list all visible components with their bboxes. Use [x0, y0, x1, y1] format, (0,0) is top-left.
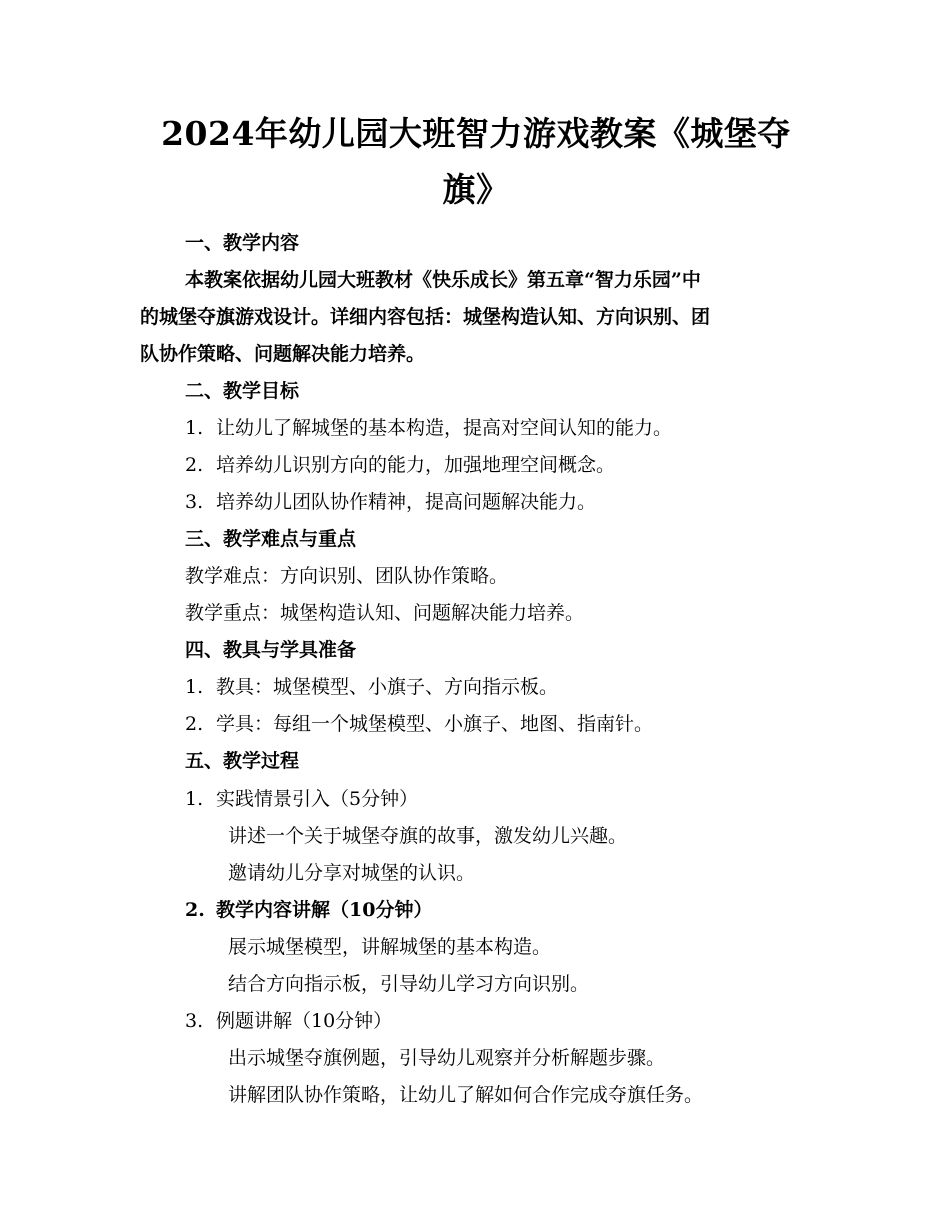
- content-paragraph-line-2: 的城堡夺旗游戏设计。详细内容包括：城堡构造认知、方向识别、团: [140, 306, 711, 328]
- list-number: 1.: [185, 676, 204, 698]
- process-step: [185, 785, 418, 813]
- list-text: 例题讲解（10分钟）: [216, 1010, 393, 1032]
- section-heading-difficulties: 三、教学难点与重点: [185, 528, 357, 550]
- list-number: 1.: [185, 417, 204, 439]
- list-text: 教学内容讲解（10分钟）: [216, 899, 433, 921]
- list-text: 教具：城堡模型、小旗子、方向指示板。: [216, 676, 559, 698]
- process-substep: 讲述一个关于城堡夺旗的故事，激发幼儿兴趣。: [228, 825, 628, 847]
- process-substep: 结合方向指示板，引导幼儿学习方向识别。: [228, 973, 590, 995]
- list-text: 培养幼儿团队协作精神，提高问题解决能力。: [216, 491, 597, 513]
- list-number: 2.: [185, 713, 204, 735]
- list-number: 2.: [185, 899, 205, 921]
- key-point-text: 教学重点：城堡构造认知、问题解决能力培养。: [185, 602, 585, 624]
- section-heading-objectives: 二、教学目标: [185, 380, 300, 402]
- list-text: 学具：每组一个城堡模型、小旗子、地图、指南针。: [216, 713, 654, 735]
- objective-item: [185, 414, 672, 442]
- process-step: [185, 896, 432, 924]
- list-text: 培养幼儿识别方向的能力，加强地理空间概念。: [216, 454, 616, 476]
- section-heading-process: 五、教学过程: [185, 750, 300, 772]
- document-title: [140, 106, 812, 218]
- materials-item: [185, 710, 653, 738]
- objective-item: [185, 488, 596, 516]
- section-heading-content: 一、教学内容: [185, 232, 300, 254]
- list-text: 让幼儿了解城堡的基本构造，提高对空间认知的能力。: [216, 417, 673, 439]
- process-substep: 出示城堡夺旗例题，引导幼儿观察并分析解题步骤。: [228, 1047, 666, 1069]
- content-paragraph-line-3: 队协作策略、问题解决能力培养。: [140, 343, 426, 365]
- process-substep: 展示城堡模型，讲解城堡的基本构造。: [228, 936, 552, 958]
- list-number: 3.: [185, 1010, 204, 1032]
- objective-item: [185, 451, 615, 479]
- content-paragraph-line-1: 本教案依据幼儿园大班教材《快乐成长》第五章“智力乐园”中: [185, 269, 701, 291]
- list-number: 2.: [185, 454, 204, 476]
- list-number: 1.: [185, 788, 204, 810]
- title-line-2: 旗》: [442, 170, 510, 209]
- process-substep: 邀请幼儿分享对城堡的认识。: [228, 862, 476, 884]
- title-line-1: 2024年幼儿园大班智力游戏教案《城堡夺: [161, 114, 791, 153]
- materials-item: [185, 673, 558, 701]
- section-heading-materials: 四、教具与学具准备: [185, 639, 357, 661]
- list-text: 实践情景引入（5分钟）: [216, 788, 419, 810]
- difficulty-text: 教学难点：方向识别、团队协作策略。: [185, 565, 509, 587]
- process-step: [185, 1007, 392, 1035]
- list-number: 3.: [185, 491, 204, 513]
- process-substep: 讲解团队协作策略，让幼儿了解如何合作完成夺旗任务。: [228, 1084, 704, 1106]
